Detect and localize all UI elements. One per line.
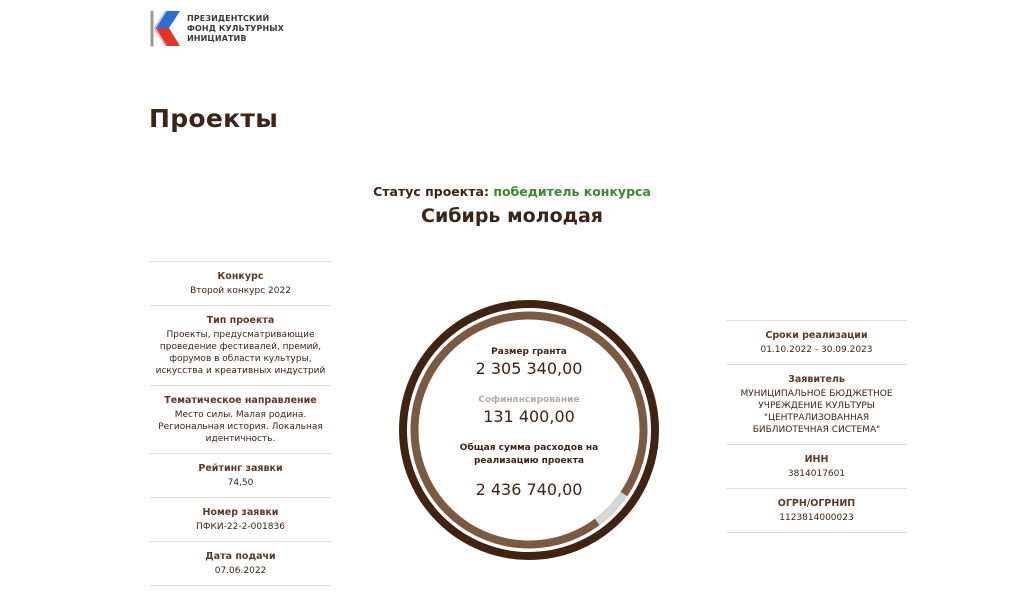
page-title: Проекты <box>149 104 279 133</box>
info-label: Тематическое направление <box>164 395 317 406</box>
info-value: ПФКИ-22-2-001836 <box>196 522 285 532</box>
info-value: 01.10.2022 - 30.09.2023 <box>760 345 873 355</box>
status-label: Статус проекта: <box>373 184 489 199</box>
info-item-application-number <box>150 497 331 541</box>
grant-label: Размер гранта <box>491 347 567 357</box>
right-info-column <box>726 320 907 533</box>
finance-values <box>398 299 660 561</box>
project-title: Сибирь молодая <box>421 205 603 227</box>
logo-line-3: ИНИЦИАТИВ <box>187 33 247 43</box>
info-item-rating <box>150 453 331 497</box>
cofinancing-label: Софинансирование <box>478 395 580 405</box>
info-value: Проекты, предусматривающие проведение фестивалей, премий, форумов в области культуры, искусства и креативных индустрий <box>155 330 326 376</box>
left-info-column <box>150 261 331 586</box>
total-label-line-1: Общая сумма расходов на <box>459 443 599 453</box>
cofinancing-value: 131 400,00 <box>483 407 575 426</box>
logo-line-1: ПРЕЗИДЕНТСКИЙ <box>187 13 270 23</box>
info-item-project-type <box>150 305 331 385</box>
info-value: 1123814000023 <box>779 513 854 523</box>
info-label: Конкурс <box>217 271 264 282</box>
info-value: 07.06.2022 <box>214 566 267 576</box>
info-label: Номер заявки <box>202 507 279 518</box>
info-item-implementation-period <box>726 320 907 364</box>
info-value: 3814017601 <box>787 469 846 479</box>
info-label: ИНН <box>804 454 829 465</box>
info-value: МУНИЦИПАЛЬНОЕ БЮДЖЕТНОЕ УЧРЕЖДЕНИЕ КУЛЬТУРЫ "ЦЕНТРАЛИЗОВАННАЯ БИБЛИОТЕЧНАЯ СИСТЕМА" <box>740 389 893 435</box>
info-label: Сроки реализации <box>765 330 868 341</box>
info-label: ОГРН/ОГРНИП <box>777 498 856 509</box>
info-item-thematic-direction <box>150 385 331 453</box>
info-label: Дата подачи <box>205 551 276 562</box>
total-value: 2 436 740,00 <box>475 480 583 499</box>
info-item-submission-date <box>150 541 331 586</box>
grant-value: 2 305 340,00 <box>475 359 583 378</box>
logo-emblem-icon <box>150 10 181 47</box>
info-label: Рейтинг заявки <box>198 463 283 474</box>
info-item-inn <box>726 444 907 488</box>
info-item-applicant <box>726 364 907 444</box>
logo-text <box>187 14 284 44</box>
info-value: Место силы. Малая родина. Региональная история. Локальная идентичность. <box>158 410 323 444</box>
info-value: 74,50 <box>227 478 254 488</box>
info-label: Тип проекта <box>206 315 275 326</box>
total-label-line-2: реализацию проекта <box>473 456 585 466</box>
info-item-competition <box>150 261 331 305</box>
status-value: победитель конкурса <box>493 184 651 199</box>
info-label: Заявитель <box>788 374 845 385</box>
finance-ring <box>398 299 660 561</box>
logo[interactable] <box>150 10 284 47</box>
info-value: Второй конкурс 2022 <box>190 286 291 296</box>
project-status <box>0 184 1024 199</box>
info-item-ogrn <box>726 488 907 533</box>
logo-line-2: ФОНД КУЛЬТУРНЫХ <box>187 23 284 33</box>
